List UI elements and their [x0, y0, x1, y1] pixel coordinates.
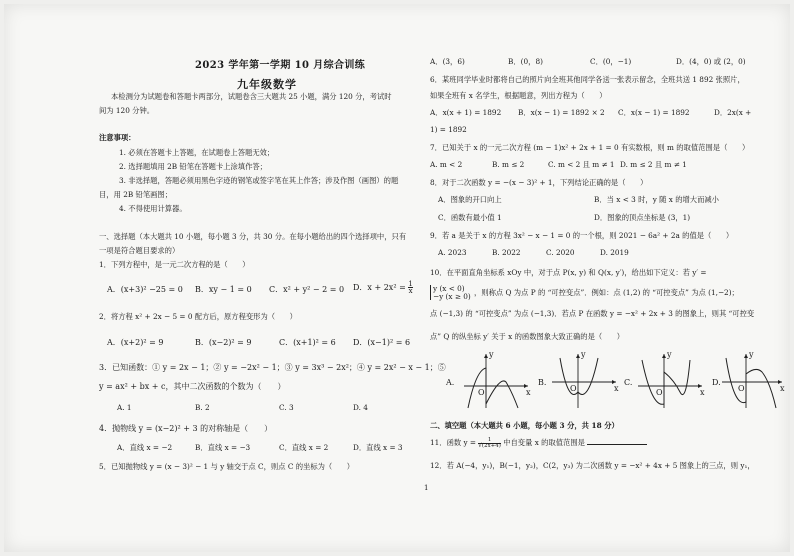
q6-stem-line-2: 如果全班有 x 名学生，根据题意，列出方程为（ ） — [430, 91, 607, 100]
section1-line-2: 一项是符合题目要求的） — [99, 246, 180, 255]
intro-line-2: 间为 120 分钟。 — [99, 106, 155, 115]
q6-option-c: C．x(x − 1) = 1892 — [618, 108, 690, 117]
graph-origin-label: O — [478, 388, 485, 397]
q11-post: 中自变量 x 的取值范围是 — [500, 438, 585, 448]
q8-stem: 8．对于二次函数 y = −(x − 3)² + 1，下列结论正确的是（ ） — [430, 178, 648, 187]
fraction-denominator: √(2x+4) — [478, 442, 501, 449]
q4-option-a: A．直线 x = −2 — [117, 443, 173, 452]
note-item: 1. 必须在答题卡上答题，在试题卷上答题无效； — [119, 148, 275, 157]
exam-title: 2023 学年第一学期 10 月综合训练 — [195, 60, 366, 71]
graph-y-label: y — [489, 350, 494, 359]
q2-option-b: B．(x−2)² = 9 — [195, 338, 252, 347]
q5-option-a: A．(3，6) — [430, 57, 465, 66]
q9-option-d: D. 2019 — [600, 248, 629, 257]
q3-option-a: A. 1 — [117, 403, 132, 412]
q11-fraction — [478, 438, 501, 449]
graph-origin-label: O — [570, 384, 577, 393]
q11-pre: 11．函数 y = — [430, 438, 479, 448]
graph-y-label: y — [667, 350, 672, 359]
q7-option-a: A. m < 2 — [430, 160, 463, 169]
q5-option-d: D．(4，0) 或 (2，0) — [676, 57, 746, 66]
exam-subtitle: 九年级数学 — [237, 78, 297, 91]
note-item: 2. 选择题填用 2B 铅笔在答题卡上涂填作答； — [119, 162, 267, 171]
q10-option-a-label: A. — [446, 378, 455, 387]
q1-option-d — [353, 281, 413, 295]
q4-option-c: C．直线 x = 2 — [279, 443, 329, 452]
q9-option-a: A. 2023 — [438, 248, 467, 257]
q3-option-c: C. 3 — [279, 403, 294, 412]
note-item: 3. 非选择题，答题必须用黑色字迹的钢笔或签字笔在其上作答；涉及作图（画图）的题 — [119, 176, 399, 185]
q10-piecewise — [430, 285, 471, 300]
q3-stem-line-2: y = ax² + bx + c，其中二次函数的个数为（ ） — [99, 382, 286, 391]
note-item: 目，用 2B 铅笔画图； — [99, 190, 173, 199]
q10-stem-line-3: 点 (−1,3) 的 “可控变点” 为点 (−1,3)．若点 P 在函数 y = −x² + 2x + 3 的图象上，则其 “可控变 — [430, 309, 755, 318]
q7-option-d: D. m ≤ 2 且 m ≠ 1 — [620, 160, 687, 169]
q5-option-b: B．(0，8) — [508, 57, 543, 66]
q4-option-d: D．直线 x = 3 — [353, 443, 403, 452]
section1-line-1: 一、选择题（本大题共 10 小题，每小题 3 分，共 30 分。在每小题给出的四个选择项中，只有 — [99, 232, 407, 241]
q1-option-d-fraction — [408, 281, 412, 295]
fraction-numerator: 1 — [478, 438, 501, 444]
q6-option-d: D．2x(x + — [714, 108, 752, 117]
graph-x-label: x — [700, 388, 705, 397]
q5-option-c: C．(0，−1) — [590, 57, 632, 66]
q2-stem: 2．将方程 x² + 2x − 5 = 0 配方后，原方程变形为（ ） — [99, 312, 297, 321]
exam-sheet — [4, 4, 790, 552]
q10-stem-line-1: 10．在平面直角坐标系 xOy 中，对于点 P(x, y) 和 Q(x, y′)，给出如下定义：若 y′ = — [430, 268, 707, 277]
q10-option-c-label: C. — [624, 378, 633, 387]
q3-option-d: D. 4 — [353, 403, 368, 412]
q3-stem-line-1: 3．已知函数：① y = 2x − 1；② y = −2x² − 1；③ y = 3x³ − 2x²；④ y = 2x² − x − 1；⑤ — [99, 363, 446, 372]
notes-heading: 注意事项： — [99, 133, 136, 142]
q10-option-b-label: B. — [538, 378, 547, 387]
q8-option-b: B．当 x < 3 时，y 随 x 的增大而减小 — [594, 195, 719, 204]
q11-answer-blank[interactable] — [587, 444, 647, 445]
q7-stem: 7．已知关于 x 的一元二次方程 (m − 1)x² + 2x + 1 = 0 有实数根，则 m 的取值范围是（ ） — [430, 143, 750, 152]
section2-heading: 二、填空题（本大题共 6 小题，每小题 3 分，共 18 分） — [430, 421, 619, 430]
graph-y-label: y — [749, 350, 754, 359]
q1-stem: 1．下列方程中，是一元二次方程的是（ ） — [99, 260, 250, 269]
q6-option-b: B．x(x − 1) = 1892 × 2 — [518, 108, 605, 117]
q7-option-b: B. m ≤ 2 — [492, 160, 525, 169]
q9-stem: 9．若 a 是关于 x 的方程 3x² − x − 1 = 0 的一个根，则 2021 − 6a² + 2a 的值是（ ） — [430, 231, 734, 240]
q10-graph-a — [460, 352, 532, 410]
graph-x-label: x — [526, 388, 531, 397]
intro-line-1: 本检测分为试题卷和答题卡两部分，试题卷含三大题共 25 小题，满分 120 分，考试时 — [111, 92, 392, 101]
q8-option-c: C．函数有最小值 1 — [438, 213, 502, 222]
fraction-numerator: 1 — [408, 280, 413, 288]
note-item: 4. 不得使用计算器。 — [119, 204, 187, 213]
page-number: 1 — [424, 484, 429, 492]
q8-option-a: A．图象的开口向上 — [438, 195, 502, 204]
q10-stem-line-4: 点” Q 的纵坐标 y′ 关于 x 的函数图象大致正确的是（ ） — [430, 332, 625, 341]
q5-stem: 5．已知抛物线 y = (x − 3)² − 1 与 y 轴交于点 C，则点 C 的坐标为（ ） — [99, 462, 355, 471]
graph-x-label: x — [614, 384, 619, 393]
q4-option-b: B．直线 x = −3 — [195, 443, 251, 452]
q7-option-c: C. m < 2 且 m ≠ 1 — [548, 160, 615, 169]
q10-graph-d — [720, 352, 786, 410]
q10-stem-line-2: ，则称点 Q 为点 P 的 “可控变点”．例如：点 (1,2) 的 “可控变点” 为点 (1,−2)； — [474, 288, 739, 297]
graph-x-label: x — [780, 384, 785, 393]
q8-option-d: D．图象的顶点坐标是 (3，1) — [594, 213, 691, 222]
q1-option-c: C．x² + y² − 2 = 0 — [269, 285, 345, 294]
q4-stem: 4．抛物线 y = (x−2)² + 3 的对称轴是（ ） — [99, 424, 273, 433]
graph-origin-label: O — [738, 384, 745, 393]
q3-option-b: B. 2 — [195, 403, 210, 412]
q1-option-a: A．(x+3)² −25 = 0 — [107, 285, 183, 294]
q2-option-a: A．(x+2)² = 9 — [107, 338, 164, 347]
q2-option-c: C．(x+1)² = 6 — [279, 338, 336, 347]
q1-option-d-text: D．x + 2x² = — [353, 283, 409, 293]
q6-option-d-cont: 1) = 1892 — [430, 125, 467, 134]
q10-case-2: −y (x ≥ 0) — [433, 291, 471, 301]
q9-option-c: C. 2020 — [546, 248, 575, 257]
fraction-denominator: x — [408, 287, 413, 296]
q12-stem: 12．若 A(−4，y₁)，B(−1，y₂)，C(2，y₃) 为二次函数 y = −x² + 4x + 5 图象上的三点，则 y₁， — [430, 461, 755, 470]
q2-option-d: D．(x−1)² = 6 — [353, 338, 411, 347]
q10-case-1: y (x < 0) — [433, 284, 465, 293]
graph-origin-label: O — [656, 388, 663, 397]
q10-option-d-label: D. — [712, 378, 721, 387]
graph-y-label: y — [581, 350, 586, 359]
q10-graph-c — [634, 352, 706, 410]
q6-option-a: A．x(x + 1) = 1892 — [430, 108, 502, 117]
q11-stem — [430, 438, 647, 449]
q6-stem-line-1: 6．某班同学毕业时都将自己的照片向全班其他同学各送一张表示留念，全班共送 1 892 张照片， — [430, 75, 745, 84]
q1-option-b: B．xy − 1 = 0 — [195, 285, 252, 294]
q9-option-b: B. 2022 — [492, 248, 521, 257]
q10-graph-b — [548, 352, 620, 410]
